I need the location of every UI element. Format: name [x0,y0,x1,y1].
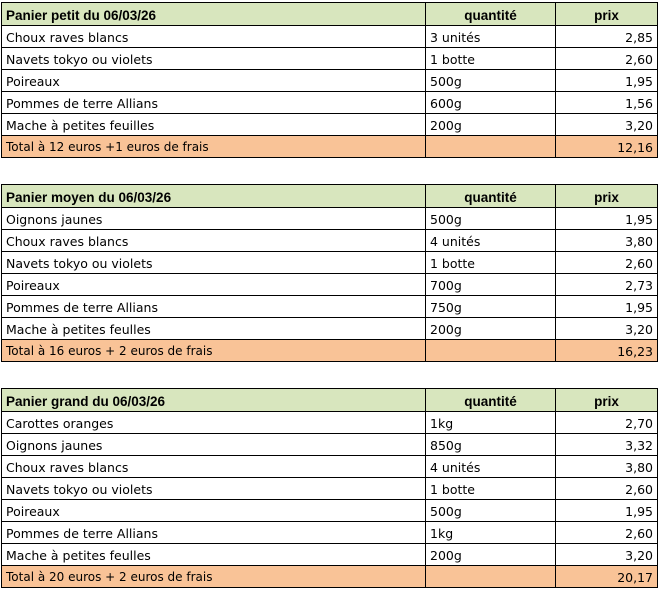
product-name-cell[interactable]: Navets tokyo ou violets [2,478,426,500]
quantity-cell[interactable]: 1 botte [426,48,556,70]
product-name-cell[interactable]: Pommes de terre Allians [2,522,426,544]
price-cell[interactable]: 2,60 [556,252,658,274]
basket-title-cell[interactable]: Panier moyen du 06/03/26 [2,185,426,208]
basket-header-row [2,389,658,412]
table-row [2,522,658,544]
total-label-cell[interactable]: Total à 12 euros +1 euros de frais [2,136,426,158]
product-name-cell[interactable]: Poireaux [2,274,426,296]
product-name-cell[interactable]: Carottes oranges [2,412,426,434]
quantity-cell[interactable]: 500g [426,70,556,92]
quantity-cell[interactable]: 500g [426,500,556,522]
price-cell[interactable]: 1,95 [556,208,658,230]
product-name-cell[interactable]: Choux raves blancs [2,456,426,478]
total-value-cell[interactable]: 12,16 [556,136,658,158]
price-cell[interactable]: 2,73 [556,274,658,296]
quantity-cell[interactable]: 4 unités [426,230,556,252]
table-row [2,114,658,136]
price-header-cell[interactable]: prix [556,389,658,412]
quantity-header-cell[interactable]: quantité [426,3,556,26]
basket-table-medium [1,184,658,362]
product-name-cell[interactable]: Pommes de terre Allians [2,92,426,114]
table-row [2,478,658,500]
price-cell[interactable]: 3,20 [556,318,658,340]
product-name-cell[interactable]: Choux raves blancs [2,230,426,252]
table-row [2,412,658,434]
table-row [2,92,658,114]
product-name-cell[interactable]: Mache à petites feulles [2,544,426,566]
total-row [2,340,658,362]
quantity-cell[interactable]: 750g [426,296,556,318]
price-cell[interactable]: 3,80 [556,456,658,478]
price-cell[interactable]: 2,85 [556,26,658,48]
price-cell[interactable]: 1,95 [556,296,658,318]
basket-table-small [1,2,658,158]
table-row [2,318,658,340]
product-name-cell[interactable]: Poireaux [2,70,426,92]
quantity-cell[interactable]: 1 botte [426,252,556,274]
product-name-cell[interactable]: Mache à petites feulles [2,318,426,340]
basket-table-large [1,388,658,588]
quantity-cell[interactable]: 500g [426,208,556,230]
price-cell[interactable]: 1,95 [556,500,658,522]
price-cell[interactable]: 2,60 [556,48,658,70]
quantity-cell[interactable]: 1 botte [426,478,556,500]
quantity-cell[interactable]: 1kg [426,412,556,434]
table-row [2,70,658,92]
total-value-cell[interactable]: 20,17 [556,566,658,588]
product-name-cell[interactable]: Navets tokyo ou violets [2,252,426,274]
quantity-cell[interactable]: 200g [426,318,556,340]
table-row [2,456,658,478]
empty-cell[interactable] [426,340,556,362]
total-row [2,566,658,588]
quantity-cell[interactable]: 600g [426,92,556,114]
price-cell[interactable]: 3,20 [556,544,658,566]
table-row [2,296,658,318]
price-cell[interactable]: 3,20 [556,114,658,136]
quantity-cell[interactable]: 3 unités [426,26,556,48]
quantity-cell[interactable]: 850g [426,434,556,456]
price-cell[interactable]: 1,56 [556,92,658,114]
basket-title-cell[interactable]: Panier grand du 06/03/26 [2,389,426,412]
price-cell[interactable]: 3,80 [556,230,658,252]
product-name-cell[interactable]: Mache à petites feuilles [2,114,426,136]
empty-cell[interactable] [426,566,556,588]
basket-header-row [2,3,658,26]
table-row [2,434,658,456]
quantity-cell[interactable]: 1kg [426,522,556,544]
product-name-cell[interactable]: Choux raves blancs [2,26,426,48]
empty-cell[interactable] [426,136,556,158]
product-name-cell[interactable]: Oignons jaunes [2,434,426,456]
table-row [2,26,658,48]
table-row [2,544,658,566]
price-cell[interactable]: 2,60 [556,478,658,500]
product-name-cell[interactable]: Navets tokyo ou violets [2,48,426,70]
table-row [2,274,658,296]
quantity-cell[interactable]: 200g [426,544,556,566]
price-cell[interactable]: 3,32 [556,434,658,456]
price-cell[interactable]: 1,95 [556,70,658,92]
total-value-cell[interactable]: 16,23 [556,340,658,362]
table-row [2,500,658,522]
product-name-cell[interactable]: Pommes de terre Allians [2,296,426,318]
quantity-cell[interactable]: 200g [426,114,556,136]
total-label-cell[interactable]: Total à 20 euros + 2 euros de frais [2,566,426,588]
table-row [2,208,658,230]
basket-title-cell[interactable]: Panier petit du 06/03/26 [2,3,426,26]
table-row [2,48,658,70]
total-label-cell[interactable]: Total à 16 euros + 2 euros de frais [2,340,426,362]
quantity-cell[interactable]: 4 unités [426,456,556,478]
basket-header-row [2,185,658,208]
quantity-header-cell[interactable]: quantité [426,389,556,412]
total-row [2,136,658,158]
quantity-header-cell[interactable]: quantité [426,185,556,208]
product-name-cell[interactable]: Oignons jaunes [2,208,426,230]
price-cell[interactable]: 2,60 [556,522,658,544]
table-row [2,230,658,252]
price-cell[interactable]: 2,70 [556,412,658,434]
price-header-cell[interactable]: prix [556,3,658,26]
price-header-cell[interactable]: prix [556,185,658,208]
table-row [2,252,658,274]
quantity-cell[interactable]: 700g [426,274,556,296]
product-name-cell[interactable]: Poireaux [2,500,426,522]
